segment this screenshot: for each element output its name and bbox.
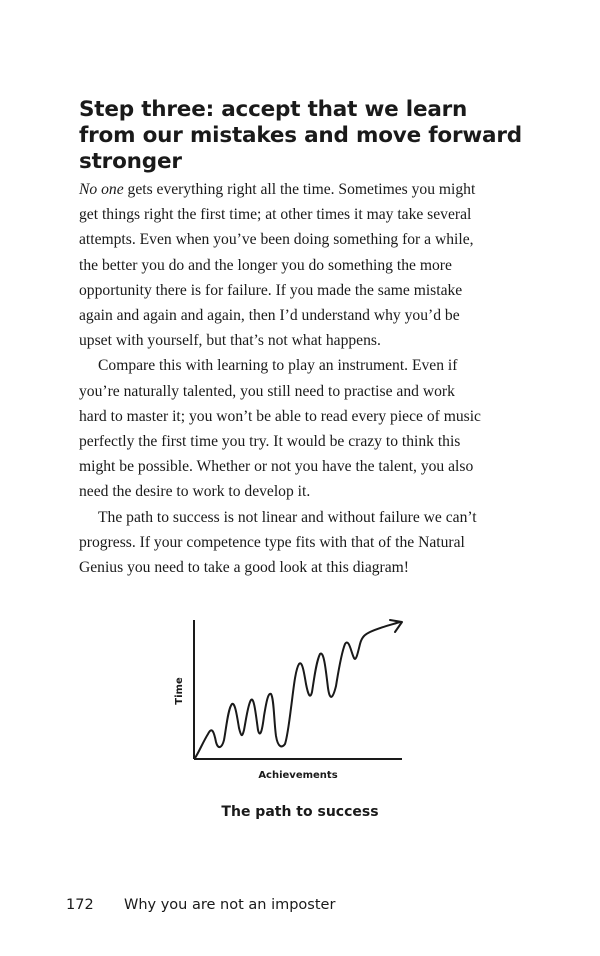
text-line: might be possible. Whether or not you have the talent, you also <box>79 458 474 476</box>
heading-line: from our mistakes and move forward <box>79 123 522 148</box>
heading-line: stronger <box>79 149 182 174</box>
path-to-success-diagram <box>168 612 418 782</box>
page-footer <box>66 897 335 913</box>
body-text <box>79 177 499 580</box>
section-heading <box>79 97 522 175</box>
upward-zigzag-arrow-icon <box>390 620 402 632</box>
text-line: Genius you need to take a good look at this diagram! <box>79 559 409 577</box>
paragraph-3 <box>79 505 499 581</box>
success-path-line <box>195 622 400 758</box>
text-line-rest: gets everything right all the time. Sometimes you might <box>123 181 476 198</box>
italic-lead: No one <box>79 181 124 198</box>
text-line: perfectly the first time you try. It would be crazy to think this <box>79 433 461 451</box>
text-line: attempts. Even when you’ve been doing something for a while, <box>79 231 474 249</box>
text-line: The path to success is not linear and without failure we can’t <box>98 508 477 526</box>
text-line: get things right the first time; at other times it may take several <box>79 206 472 224</box>
text-line: Compare this with learning to play an instrument. Even if <box>98 357 458 375</box>
figure-caption: The path to success <box>221 804 379 820</box>
page-number: 172 <box>66 897 94 913</box>
text-line: the better you do and the longer you do something the more <box>79 256 452 274</box>
text-line: need the desire to work to develop it. <box>79 483 311 501</box>
text-line: you’re naturally talented, you still need to practise and work <box>79 382 455 400</box>
text-line <box>79 177 499 202</box>
x-axis-label: Achievements <box>258 770 338 781</box>
text-line: hard to master it; you won’t be able to read every piece of music <box>79 407 481 425</box>
paragraph-1 <box>79 177 499 353</box>
text-line: upset with yourself, but that’s not what happens. <box>79 332 381 350</box>
heading-line: Step three: accept that we learn <box>79 97 468 122</box>
y-axis-label: Time <box>174 677 185 705</box>
text-line: progress. If your competence type fits with that of the Natural <box>79 533 465 551</box>
diagram-svg <box>168 612 418 782</box>
text-line: again and again and again, then I’d understand why you’d be <box>79 307 460 325</box>
paragraph-2 <box>79 353 499 504</box>
running-title: Why you are not an imposter <box>124 897 336 913</box>
text-line: opportunity there is for failure. If you made the same mistake <box>79 281 463 299</box>
